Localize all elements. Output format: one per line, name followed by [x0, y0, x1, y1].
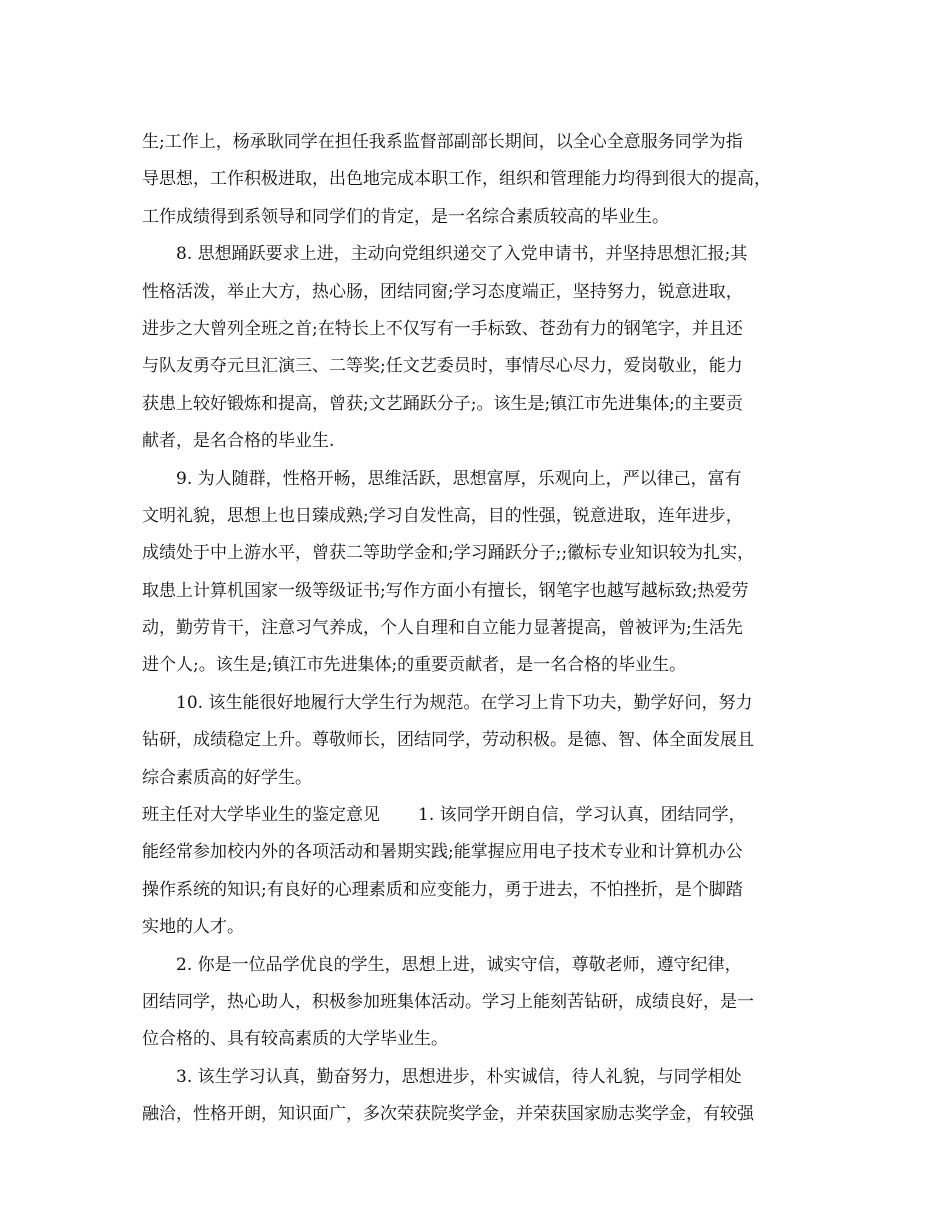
- section-first-line: 1. 该同学开朗自信，学习认真，团结同学，: [418, 805, 746, 826]
- text-line: 操作系统的知识;有良好的心理素质和应变能力，勇于进去，不怕挫折，是个脚踏: [142, 879, 743, 900]
- paragraph-group-before: [142, 124, 822, 797]
- text-line: 文明礼貌，思想上也日臻成熟;学习自发性高，目的性强，锐意进取，连年进步，: [142, 505, 743, 526]
- text-line: 10. 该生能很好地履行大学生行为规范。在学习上肯下功夫，勤学好问，努力: [176, 692, 753, 713]
- text-line: 取患上计算机国家一级等级证书;写作方面小有擅长，钢笔字也越写越标致;热爱劳: [142, 580, 749, 601]
- text-line: 2. 你是一位品学优良的学生，思想上进，诚实守信，尊敬老师，遵守纪律，: [176, 954, 742, 975]
- text-line: 团结同学，热心助人，积极参加班集体活动。学习上能刻苦钻研，成绩良好，是一: [142, 991, 754, 1012]
- text-line: 实地的人才。: [142, 917, 244, 938]
- text-line: 献者，是名合格的毕业生.: [142, 431, 335, 452]
- text-line: 9. 为人随群，性格开畅，思维活跃，思想富厚，乐观向上，严以律己，富有: [176, 468, 742, 489]
- text-line: 钻研，成绩稳定上升。尊敬师长，团结同学，劳动积极。是德、智、体全面发展且: [142, 730, 754, 751]
- text-line: 性格活泼，举止大方，热心肠，团结同窗;学习态度端正，坚持努力，锐意进取，: [142, 281, 743, 302]
- section-heading: 班主任对大学毕业生的鉴定意见: [142, 805, 380, 826]
- section-heading-line: [142, 797, 822, 834]
- text-line: 成绩处于中上游水平，曾获二等助学金和;学习踊跃分子;;徽标专业知识较为扎实，: [142, 543, 755, 564]
- text-line: 能经常参加校内外的各项活动和暑期实践;能掌握应用电子技术专业和计算机办公: [142, 842, 743, 863]
- text-line: 进个人;。该生是;镇江市先进集体;的重要贡献者，是一名合格的毕业生。: [142, 655, 687, 676]
- text-line: 获患上较好锻炼和提高，曾获;文艺踊跃分子;。该生是;镇江市先进集体;的主要贡: [142, 393, 743, 414]
- text-line: 与队友勇夺元旦汇演三、二等奖;任文艺委员时，事情尽心尽力，爱岗敬业，能力: [142, 356, 743, 377]
- text-line: 工作成绩得到系领导和同学们的肯定，是一名综合素质较高的毕业生。: [142, 206, 669, 227]
- text-line: 8. 思想踊跃要求上进，主动向党组织递交了入党申请书，并坚持思想汇报;其: [176, 244, 748, 265]
- text-line: 进步之大曾列全班之首;在特长上不仅写有一手标致、苍劲有力的钢笔字，并且还: [142, 318, 743, 339]
- paragraph-group-after: [142, 834, 822, 1133]
- text-line: 综合素质高的好学生。: [142, 767, 312, 788]
- text-line: 融洽，性格开朗，知识面广，多次荣获院奖学金，并荣获国家励志奖学金，有较强: [142, 1104, 754, 1125]
- document-body: [142, 124, 822, 1134]
- text-line: 位合格的、具有较高素质的大学毕业生。: [142, 1029, 448, 1050]
- text-line: 动，勤劳肯干，注意习气养成，个人自理和自立能力显著提高，曾被评为;生活先: [142, 618, 743, 639]
- text-line: 3. 该生学习认真，勤奋努力，思想进步，朴实诚信，待人礼貌，与同学相处: [176, 1066, 742, 1087]
- text-line: 导思想，工作积极进取，出色地完成本职工作，组织和管理能力均得到很大的提高，: [142, 169, 771, 190]
- text-line: 生;工作上，杨承耿同学在担任我系监督部副部长期间，以全心全意服务同学为指: [142, 132, 743, 152]
